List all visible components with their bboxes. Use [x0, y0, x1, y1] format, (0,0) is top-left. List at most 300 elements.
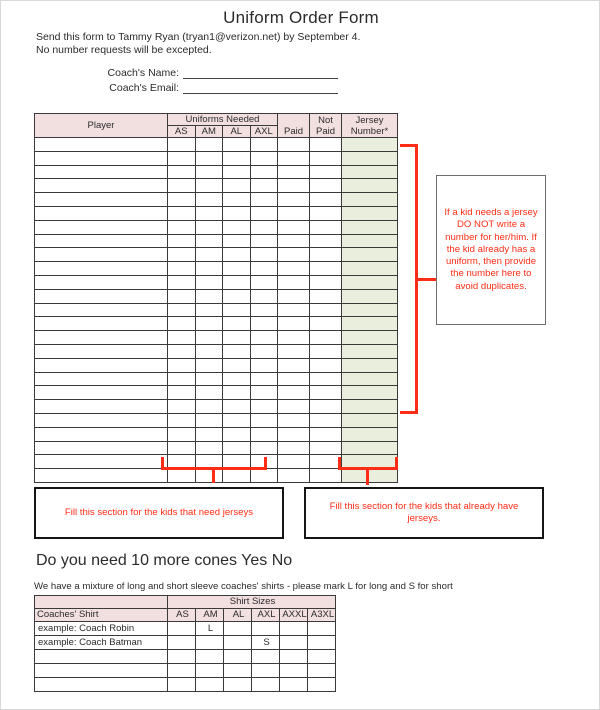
- roster-cell-player[interactable]: [35, 206, 168, 220]
- roster-cell-jersey[interactable]: [342, 234, 398, 248]
- roster-cell-player[interactable]: [35, 344, 168, 358]
- jersey-bottom-brace-left-arm: [338, 457, 341, 469]
- roster-cell-jersey[interactable]: [342, 303, 398, 317]
- roster-cell-paid[interactable]: [278, 206, 310, 220]
- table-row: [35, 193, 398, 207]
- roster-cell-am[interactable]: [195, 331, 223, 345]
- table-row: [35, 400, 398, 414]
- roster-cell-as[interactable]: [168, 248, 196, 262]
- roster-cell-jersey[interactable]: [342, 344, 398, 358]
- roster-cell-player[interactable]: [35, 331, 168, 345]
- roster-cell-paid[interactable]: [278, 165, 310, 179]
- roster-cell-paid[interactable]: [278, 248, 310, 262]
- shirt-cell-a3xl[interactable]: [308, 622, 336, 636]
- shirts-table-head: [35, 596, 336, 622]
- shirt-cell-name[interactable]: [35, 678, 168, 692]
- roster-cell-al[interactable]: [223, 344, 251, 358]
- roster-table: [34, 113, 398, 483]
- roster-cell-jersey[interactable]: [342, 248, 398, 262]
- roster-cell-jersey[interactable]: [342, 262, 398, 276]
- roster-cell-al[interactable]: [223, 151, 251, 165]
- roster-cell-al[interactable]: [223, 179, 251, 193]
- roster-cell-as[interactable]: [168, 138, 196, 152]
- roster-cell-al[interactable]: [223, 275, 251, 289]
- table-row: [35, 179, 398, 193]
- roster-cell-not-paid[interactable]: [310, 206, 342, 220]
- roster-cell-as[interactable]: [168, 331, 196, 345]
- roster-cell-am[interactable]: [195, 179, 223, 193]
- roster-cell-paid[interactable]: [278, 344, 310, 358]
- roster-cell-al[interactable]: [223, 469, 251, 483]
- roster-cell-paid[interactable]: [278, 441, 310, 455]
- roster-cell-axl[interactable]: [250, 262, 278, 276]
- roster-cell-al[interactable]: [223, 193, 251, 207]
- roster-cell-axl[interactable]: [250, 151, 278, 165]
- roster-cell-player[interactable]: [35, 165, 168, 179]
- jersey-brace-bottom-arm: [400, 411, 418, 414]
- roster-cell-paid[interactable]: [278, 234, 310, 248]
- roster-table-body: [35, 138, 398, 483]
- shirt-cell-as[interactable]: [168, 636, 196, 650]
- roster-cell-not-paid[interactable]: [310, 413, 342, 427]
- roster-cell-player[interactable]: [35, 317, 168, 331]
- roster-cell-jersey[interactable]: [342, 165, 398, 179]
- roster-cell-as[interactable]: [168, 469, 196, 483]
- roster-cell-as[interactable]: [168, 427, 196, 441]
- roster-cell-jersey[interactable]: [342, 331, 398, 345]
- shirt-cell-name[interactable]: example: Coach Batman: [35, 636, 168, 650]
- roster-cell-as[interactable]: [168, 262, 196, 276]
- roster-cell-am[interactable]: [195, 469, 223, 483]
- shirt-cell-al[interactable]: [224, 664, 252, 678]
- roster-cell-al[interactable]: [223, 248, 251, 262]
- roster-cell-as[interactable]: [168, 386, 196, 400]
- roster-cell-paid[interactable]: [278, 262, 310, 276]
- roster-cell-player[interactable]: [35, 275, 168, 289]
- cones-question[interactable]: Do you need 10 more cones Yes No: [36, 552, 293, 569]
- roster-cell-jersey[interactable]: [342, 275, 398, 289]
- roster-cell-as[interactable]: [168, 372, 196, 386]
- roster-cell-not-paid[interactable]: [310, 220, 342, 234]
- roster-cell-paid[interactable]: [278, 303, 310, 317]
- shirt-cell-axl[interactable]: [252, 622, 280, 636]
- roster-cell-am[interactable]: [195, 358, 223, 372]
- roster-cell-jersey[interactable]: [342, 317, 398, 331]
- shirt-cell-a3xl[interactable]: [308, 678, 336, 692]
- roster-cell-not-paid[interactable]: [310, 165, 342, 179]
- roster-cell-as[interactable]: [168, 413, 196, 427]
- roster-cell-not-paid[interactable]: [310, 179, 342, 193]
- roster-cell-player[interactable]: [35, 193, 168, 207]
- roster-cell-not-paid[interactable]: [310, 441, 342, 455]
- table-row: [35, 234, 398, 248]
- shirts-header-blank: [35, 596, 168, 609]
- roster-cell-axl[interactable]: [250, 220, 278, 234]
- table-row: [35, 678, 336, 692]
- roster-cell-not-paid[interactable]: [310, 469, 342, 483]
- roster-cell-al[interactable]: [223, 317, 251, 331]
- roster-cell-paid[interactable]: [278, 151, 310, 165]
- roster-cell-axl[interactable]: [250, 275, 278, 289]
- shirt-cell-al[interactable]: [224, 636, 252, 650]
- shirt-cell-al[interactable]: [224, 622, 252, 636]
- roster-cell-al[interactable]: [223, 165, 251, 179]
- column-header-paid: Paid: [278, 114, 310, 138]
- sizes-brace-left-arm: [161, 457, 164, 469]
- roster-cell-paid[interactable]: [278, 455, 310, 469]
- roster-cell-al[interactable]: [223, 289, 251, 303]
- roster-cell-not-paid[interactable]: [310, 262, 342, 276]
- table-row: [35, 441, 398, 455]
- shirt-cell-al[interactable]: [224, 678, 252, 692]
- jersey-bottom-brace-right-arm: [395, 457, 398, 469]
- roster-cell-not-paid[interactable]: [310, 193, 342, 207]
- shirt-cell-al[interactable]: [224, 650, 252, 664]
- roster-cell-am[interactable]: [195, 165, 223, 179]
- roster-cell-al[interactable]: [223, 206, 251, 220]
- roster-cell-axl[interactable]: [250, 331, 278, 345]
- column-header-jersey-number: Jersey Number*: [342, 114, 398, 138]
- roster-cell-as[interactable]: [168, 220, 196, 234]
- coach-email-row: [101, 79, 338, 94]
- shirt-cell-am[interactable]: [196, 678, 224, 692]
- column-header-size-as: AS: [168, 126, 196, 138]
- shirt-cell-as[interactable]: [168, 678, 196, 692]
- roster-cell-paid[interactable]: [278, 220, 310, 234]
- roster-cell-not-paid[interactable]: [310, 455, 342, 469]
- shirt-cell-axxl[interactable]: [280, 678, 308, 692]
- roster-cell-player[interactable]: [35, 427, 168, 441]
- intro-text: [36, 31, 360, 57]
- roster-cell-player[interactable]: [35, 220, 168, 234]
- roster-cell-axl[interactable]: [250, 317, 278, 331]
- roster-cell-axl[interactable]: [250, 413, 278, 427]
- table-row: [35, 386, 398, 400]
- roster-cell-axl[interactable]: [250, 165, 278, 179]
- roster-cell-am[interactable]: [195, 275, 223, 289]
- roster-cell-as[interactable]: [168, 303, 196, 317]
- roster-cell-axl[interactable]: [250, 400, 278, 414]
- roster-cell-player[interactable]: [35, 469, 168, 483]
- roster-cell-al[interactable]: [223, 386, 251, 400]
- roster-cell-player[interactable]: [35, 303, 168, 317]
- roster-cell-axl[interactable]: [250, 372, 278, 386]
- roster-cell-as[interactable]: [168, 165, 196, 179]
- shirt-cell-axl[interactable]: [252, 650, 280, 664]
- roster-cell-player[interactable]: [35, 289, 168, 303]
- coach-name-row: [101, 64, 338, 79]
- roster-cell-am[interactable]: [195, 400, 223, 414]
- roster-cell-am[interactable]: [195, 344, 223, 358]
- roster-cell-not-paid[interactable]: [310, 344, 342, 358]
- shirt-cell-axl[interactable]: [252, 678, 280, 692]
- column-header-shirt-al: AL: [224, 609, 252, 622]
- coach-fields: [101, 64, 338, 94]
- shirt-cell-axxl[interactable]: [280, 636, 308, 650]
- roster-cell-player[interactable]: [35, 138, 168, 152]
- column-header-player: Player: [35, 114, 168, 138]
- roster-table-head: [35, 114, 398, 138]
- roster-cell-am[interactable]: [195, 372, 223, 386]
- table-row: [35, 372, 398, 386]
- jersey-instruction-note: If a kid needs a jersey DO NOT write a number for her/him. If the kid already has a uniform, then provide the number here to avoid duplicates.: [436, 175, 546, 325]
- column-header-size-am: AM: [195, 126, 223, 138]
- roster-cell-jersey[interactable]: [342, 386, 398, 400]
- roster-cell-axl[interactable]: [250, 248, 278, 262]
- roster-cell-as[interactable]: [168, 151, 196, 165]
- roster-cell-jersey[interactable]: [342, 427, 398, 441]
- table-row: [35, 664, 336, 678]
- roster-cell-player[interactable]: [35, 372, 168, 386]
- shirt-cell-a3xl[interactable]: [308, 650, 336, 664]
- roster-cell-al[interactable]: [223, 303, 251, 317]
- roster-cell-al[interactable]: [223, 138, 251, 152]
- roster-cell-axl[interactable]: [250, 289, 278, 303]
- roster-cell-as[interactable]: [168, 206, 196, 220]
- roster-cell-player[interactable]: [35, 151, 168, 165]
- roster-cell-paid[interactable]: [278, 179, 310, 193]
- sizes-brace-right-arm: [264, 457, 267, 469]
- roster-cell-al[interactable]: [223, 413, 251, 427]
- roster-cell-al[interactable]: [223, 331, 251, 345]
- roster-cell-not-paid[interactable]: [310, 386, 342, 400]
- roster-cell-paid[interactable]: [278, 386, 310, 400]
- roster-cell-not-paid[interactable]: [310, 151, 342, 165]
- shirts-header-row-2: [35, 609, 336, 622]
- jersey-brace-top-arm: [400, 144, 418, 147]
- shirt-cell-name[interactable]: [35, 650, 168, 664]
- roster-cell-al[interactable]: [223, 441, 251, 455]
- roster-cell-jersey[interactable]: [342, 206, 398, 220]
- roster-cell-am[interactable]: [195, 151, 223, 165]
- roster-cell-as[interactable]: [168, 179, 196, 193]
- roster-cell-not-paid[interactable]: [310, 248, 342, 262]
- roster-cell-not-paid[interactable]: [310, 289, 342, 303]
- roster-cell-am[interactable]: [195, 427, 223, 441]
- roster-cell-player[interactable]: [35, 358, 168, 372]
- roster-cell-player[interactable]: [35, 262, 168, 276]
- table-row: [35, 427, 398, 441]
- table-row: [35, 303, 398, 317]
- roster-cell-player[interactable]: [35, 455, 168, 469]
- column-header-size-al: AL: [223, 126, 251, 138]
- jersey-bottom-brace-pointer: [366, 467, 369, 485]
- shirt-cell-as[interactable]: [168, 650, 196, 664]
- roster-cell-am[interactable]: [195, 317, 223, 331]
- roster-cell-as[interactable]: [168, 344, 196, 358]
- table-row: [35, 275, 398, 289]
- roster-cell-am[interactable]: [195, 193, 223, 207]
- roster-cell-axl[interactable]: [250, 469, 278, 483]
- shirt-cell-am[interactable]: [196, 636, 224, 650]
- roster-cell-player[interactable]: [35, 413, 168, 427]
- roster-cell-paid[interactable]: [278, 317, 310, 331]
- table-row: [35, 358, 398, 372]
- roster-cell-paid[interactable]: [278, 400, 310, 414]
- roster-cell-jersey[interactable]: [342, 413, 398, 427]
- roster-cell-player[interactable]: [35, 386, 168, 400]
- column-header-coaches-shirt: Coaches' Shirt: [35, 609, 168, 622]
- roster-cell-not-paid[interactable]: [310, 427, 342, 441]
- roster-cell-axl[interactable]: [250, 234, 278, 248]
- column-header-shirt-sizes: Shirt Sizes: [168, 596, 336, 609]
- shirt-cell-name[interactable]: [35, 664, 168, 678]
- roster-cell-axl[interactable]: [250, 386, 278, 400]
- shirts-table-body: [35, 622, 336, 692]
- roster-cell-player[interactable]: [35, 248, 168, 262]
- table-row: [35, 220, 398, 234]
- roster-cell-am[interactable]: [195, 303, 223, 317]
- shirt-cell-name[interactable]: example: Coach Robin: [35, 622, 168, 636]
- roster-cell-jersey[interactable]: [342, 193, 398, 207]
- table-row: [35, 413, 398, 427]
- roster-cell-axl[interactable]: [250, 441, 278, 455]
- roster-cell-axl[interactable]: [250, 193, 278, 207]
- shirt-cell-axl[interactable]: S: [252, 636, 280, 650]
- table-row: [35, 317, 398, 331]
- roster-cell-axl[interactable]: [250, 344, 278, 358]
- roster-cell-paid[interactable]: [278, 193, 310, 207]
- shirt-cell-a3xl[interactable]: [308, 664, 336, 678]
- roster-cell-not-paid[interactable]: [310, 303, 342, 317]
- column-header-shirt-am: AM: [196, 609, 224, 622]
- shirt-cell-axxl[interactable]: [280, 650, 308, 664]
- sizes-brace-pointer: [212, 467, 215, 483]
- roster-cell-am[interactable]: [195, 413, 223, 427]
- roster-cell-as[interactable]: [168, 441, 196, 455]
- roster-cell-am[interactable]: [195, 220, 223, 234]
- roster-cell-not-paid[interactable]: [310, 372, 342, 386]
- roster-cell-axl[interactable]: [250, 358, 278, 372]
- roster-cell-not-paid[interactable]: [310, 275, 342, 289]
- coach-name-input[interactable]: [183, 65, 338, 79]
- roster-cell-paid[interactable]: [278, 289, 310, 303]
- table-row: [35, 248, 398, 262]
- table-row: [35, 206, 398, 220]
- page-title: Uniform Order Form: [223, 8, 379, 27]
- table-row: [35, 165, 398, 179]
- roster-cell-not-paid[interactable]: [310, 234, 342, 248]
- roster-cell-al[interactable]: [223, 234, 251, 248]
- roster-cell-axl[interactable]: [250, 427, 278, 441]
- shirt-cell-axl[interactable]: [252, 664, 280, 678]
- roster-cell-not-paid[interactable]: [310, 138, 342, 152]
- shirt-cell-am[interactable]: [196, 664, 224, 678]
- roster-cell-am[interactable]: [195, 441, 223, 455]
- table-row: [35, 262, 398, 276]
- roster-header-row-1: [35, 114, 398, 126]
- roster-cell-al[interactable]: [223, 358, 251, 372]
- roster-cell-jersey[interactable]: [342, 469, 398, 483]
- roster-cell-jersey[interactable]: [342, 151, 398, 165]
- coach-email-input[interactable]: [183, 80, 338, 94]
- table-row: [35, 138, 398, 152]
- roster-cell-not-paid[interactable]: [310, 317, 342, 331]
- coach-email-label: Coach's Email:: [109, 82, 179, 94]
- roster-cell-paid[interactable]: [278, 372, 310, 386]
- table-row: [35, 469, 398, 483]
- roster-cell-am[interactable]: [195, 234, 223, 248]
- roster-cell-al[interactable]: [223, 427, 251, 441]
- roster-cell-paid[interactable]: [278, 469, 310, 483]
- roster-cell-al[interactable]: [223, 400, 251, 414]
- roster-cell-am[interactable]: [195, 289, 223, 303]
- roster-cell-player[interactable]: [35, 179, 168, 193]
- column-header-shirt-a3xl: A3XL: [308, 609, 336, 622]
- roster-cell-as[interactable]: [168, 275, 196, 289]
- roster-cell-axl[interactable]: [250, 179, 278, 193]
- roster-cell-am[interactable]: [195, 262, 223, 276]
- table-row: [35, 622, 336, 636]
- table-row: [35, 151, 398, 165]
- roster-cell-jersey[interactable]: [342, 289, 398, 303]
- roster-cell-al[interactable]: [223, 262, 251, 276]
- callout-have-jerseys: Fill this section for the kids that already have jerseys.: [304, 487, 544, 539]
- roster-cell-player[interactable]: [35, 400, 168, 414]
- roster-cell-jersey[interactable]: [342, 400, 398, 414]
- column-header-shirt-as: AS: [168, 609, 196, 622]
- roster-cell-as[interactable]: [168, 289, 196, 303]
- roster-cell-as[interactable]: [168, 358, 196, 372]
- roster-cell-jersey[interactable]: [342, 358, 398, 372]
- table-row: [35, 650, 336, 664]
- roster-cell-jersey[interactable]: [342, 220, 398, 234]
- roster-cell-paid[interactable]: [278, 427, 310, 441]
- roster-cell-axl[interactable]: [250, 206, 278, 220]
- shirt-cell-a3xl[interactable]: [308, 636, 336, 650]
- roster-cell-paid[interactable]: [278, 275, 310, 289]
- roster-cell-al[interactable]: [223, 372, 251, 386]
- roster-cell-paid[interactable]: [278, 138, 310, 152]
- column-header-uniforms-needed: Uniforms Needed: [168, 114, 278, 126]
- roster-cell-jersey[interactable]: [342, 138, 398, 152]
- roster-cell-as[interactable]: [168, 400, 196, 414]
- column-header-size-axl: AXL: [250, 126, 278, 138]
- roster-cell-am[interactable]: [195, 138, 223, 152]
- roster-cell-jersey[interactable]: [342, 441, 398, 455]
- shirt-cell-am[interactable]: L: [196, 622, 224, 636]
- roster-cell-as[interactable]: [168, 193, 196, 207]
- roster-cell-player[interactable]: [35, 234, 168, 248]
- roster-cell-as[interactable]: [168, 317, 196, 331]
- roster-cell-paid[interactable]: [278, 358, 310, 372]
- roster-cell-axl[interactable]: [250, 303, 278, 317]
- roster-cell-am[interactable]: [195, 206, 223, 220]
- roster-cell-jersey[interactable]: [342, 179, 398, 193]
- shirt-cell-axxl[interactable]: [280, 622, 308, 636]
- table-row: [35, 289, 398, 303]
- shirt-cell-as[interactable]: [168, 622, 196, 636]
- roster-cell-paid[interactable]: [278, 413, 310, 427]
- roster-cell-jersey[interactable]: [342, 372, 398, 386]
- roster-cell-axl[interactable]: [250, 138, 278, 152]
- shirt-cell-axxl[interactable]: [280, 664, 308, 678]
- roster-cell-al[interactable]: [223, 220, 251, 234]
- shirt-cell-as[interactable]: [168, 664, 196, 678]
- intro-line-2: No number requests will be excepted.: [36, 44, 212, 56]
- roster-cell-am[interactable]: [195, 386, 223, 400]
- shirt-cell-am[interactable]: [196, 650, 224, 664]
- table-row: [35, 636, 336, 650]
- roster-cell-paid[interactable]: [278, 331, 310, 345]
- roster-cell-am[interactable]: [195, 248, 223, 262]
- roster-cell-not-paid[interactable]: [310, 358, 342, 372]
- column-header-not-paid: Not Paid: [310, 114, 342, 138]
- roster-cell-player[interactable]: [35, 441, 168, 455]
- roster-cell-not-paid[interactable]: [310, 400, 342, 414]
- roster-cell-not-paid[interactable]: [310, 331, 342, 345]
- roster-cell-as[interactable]: [168, 234, 196, 248]
